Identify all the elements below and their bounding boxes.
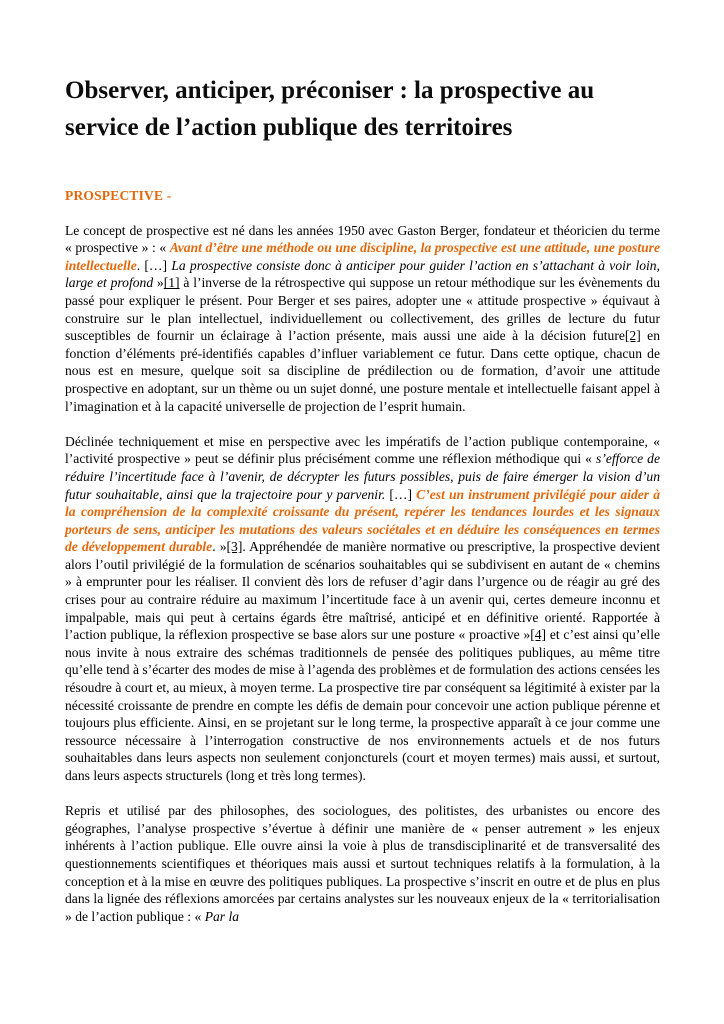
text-run: . »: [212, 539, 227, 555]
text-run: […]: [385, 486, 417, 502]
text-run: Avant d’être une méthode ou une discipline, la prospective est une attitude, une posture intellectuelle: [65, 240, 660, 273]
text-run: »: [153, 275, 164, 291]
paragraph: [65, 433, 660, 785]
text-run: Le concept de prospective est né dans les années 1950 avec Gaston Berger, fondateur et théoricien du terme « prospective » : «: [65, 222, 660, 256]
paragraph: [65, 222, 660, 416]
text-run: Repris et utilisé par des philosophes, des sociologues, des politistes, des urbanistes ou encore des géographes, l’analyse prospective s’évertue à définir une manière de « penser autrement » les enjeux inhérents à l’action publique. Elle ouvre ainsi la voie à plus de transdisciplinarité et de transversalité des questionnements scientifiques et théoriques mais aussi et surtout techniques relatifs à la formulation, à la conception et à la mise en œuvre des politiques publiques. La prospective s’inscrit en outre et de plus en plus dans la lignée des réflexions amorcées par certains analystes sur les nouveaux enjeux de la « territorialisation » de l’action publique : «: [65, 803, 660, 924]
footnote-ref[interactable]: [1]: [163, 275, 180, 291]
text-run: en fonction d’éléments pré-identifiés capables d’influer variablement ce futur. Dans cette optique, chacun de nous est en mesure, quelque soit sa discipline de prédilection ou de formation, d’avoir une attitude prospective en adoptant, sur un thème ou un sujet donné, une posture mentale et intellectuelle faisant appel à l’imagination et à la capacité universelle de projection de l’esprit humain.: [65, 328, 660, 414]
footnote-ref[interactable]: [4]: [530, 627, 547, 643]
footnote-ref[interactable]: [2]: [624, 328, 641, 344]
footnote-ref[interactable]: [3]: [226, 539, 243, 555]
text-run: Déclinée techniquement et mise en perspective avec les impératifs de l’action publique contemporaine, « l’activité prospective » peut se définir plus précisément comme une réflexion méthodique qui «: [65, 433, 660, 467]
paragraph: [65, 802, 660, 925]
text-run: s’efforce de réduire l’incertitude face à l’avenir, de décrypter les futurs possibles, puis de faire émerger la vision d’un futur souhaitable, ainsi que la trajectoire pour y parvenir.: [65, 451, 660, 502]
text-run: et c’est ainsi qu’elle nous invite à nous extraire des schémas traditionnels de pensée des politiques publiques, au même titre qu’elle tend à s’écarter des modes de mise à l’agenda des problèmes et de formulation des actions censées les résoudre à court et, au mieux, à moyen terme. La prospective tire par conséquent sa légitimité à exister par la nécessité croissante de prendre en compte les défis de demain pour concevoir une action publique pérenne et toujours plus efficiente. Ainsi, en se projetant sur le long terme, la prospective apparaît à ce jour comme une ressource nécessaire à l’interrogation constructive de nos environnements actuels et de nos futurs souhaitables dans leurs aspects non seulement conjoncturels (court et moyen termes) mais aussi, et surtout, dans leurs aspects structurels (long et très long termes).: [65, 627, 660, 783]
section-heading: PROSPECTIVE -: [65, 188, 172, 203]
text-run: C’est un instrument privilégié pour aider à la compréhension de la complexité croissante du présent, repérer les tendances lourdes et les signaux porteurs de sens, anticiper les mutations des valeurs sociétales et en déduire les conséquences en termes de développement durable: [65, 486, 660, 555]
document-body: [65, 222, 660, 926]
text-run: . […]: [136, 257, 172, 273]
document-title: Observer, anticiper, préconiser : la prospective au service de l’action publique des territoires: [65, 77, 595, 141]
text-run: . Appréhendée de manière normative ou prescriptive, la prospective devient alors l’outil privilégié de la formulation de scénarios souhaitables qui se subdivisent en autant de « chemins » à emprunter pour les réaliser. Il convient dès lors de refuser d’agir dans l’urgence ou de réagir au gré des crises pour au contraire réduire au maximum l’incertitude face à un avenir qui, certes demeure inconnu et impalpable, mais qui peut à certains égards être maîtrisé, anticipé et en définitive orienté. Rapportée à l’action publique, la réflexion prospective se base alors sur une posture « proactive »: [65, 539, 660, 643]
text-run: Par la: [204, 908, 240, 924]
text-run: à l’inverse de la rétrospective qui suppose un retour méthodique sur les évènements du passé pour expliquer le présent. Pour Berger et ses paires, adopter une « attitude prospective » équivaut à construire sur le plan intellectuel, individuellement ou collectivement, des grilles de lecture du futur susceptibles de fournir un éclairage à l’action présente, mais aussi une aide à la décision future: [65, 275, 660, 344]
text-run: La prospective consiste donc à anticiper pour guider l’action en s’attachant à voir loin, large et profond: [65, 257, 660, 291]
